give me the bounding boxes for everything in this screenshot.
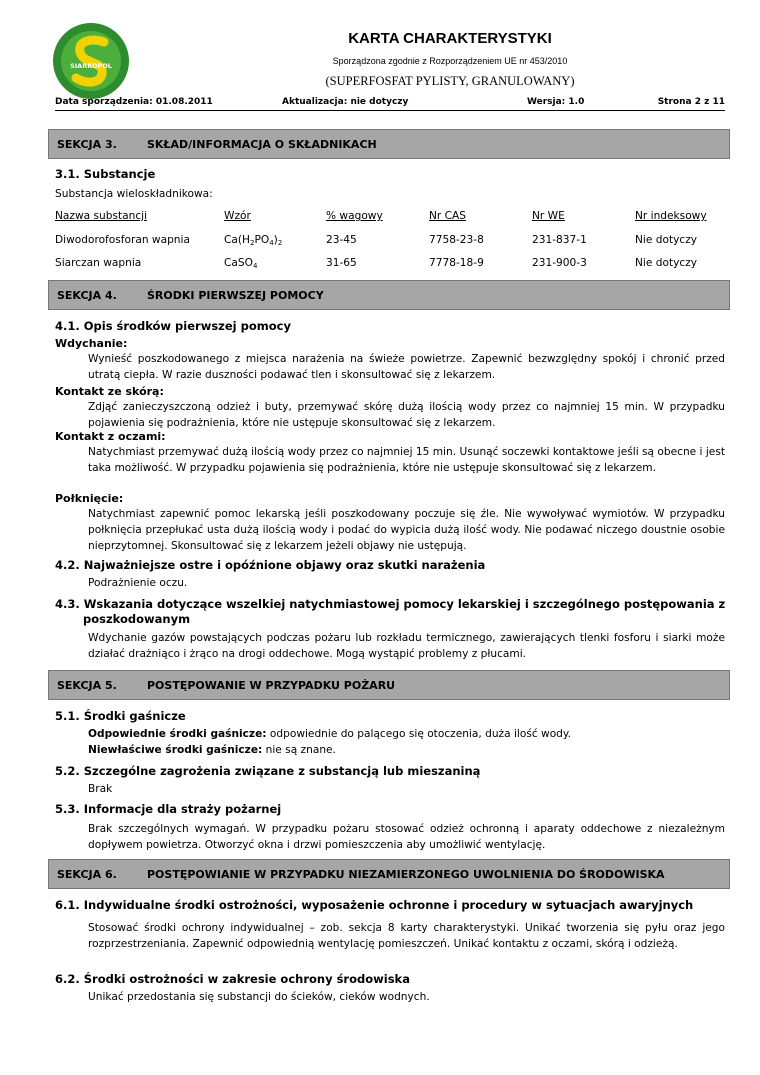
company-logo — [52, 22, 130, 100]
inhalation-label: Wdychanie: — [55, 337, 128, 350]
skin-contact-label: Kontakt ze skórą: — [55, 385, 164, 398]
substance-intro: Substancja wieloskładnikowa: — [55, 188, 213, 200]
heading-5-2: 5.2. Szczególne zagrożenia związane z substancją lub mieszaniną — [55, 764, 481, 778]
section-title: SKŁAD/INFORMACJA O SKŁADNIKACH — [147, 138, 377, 151]
logo-text: SIARKOPOL — [70, 62, 112, 70]
heading-5-3: 5.3. Informacje dla straży pożarnej — [55, 802, 282, 816]
update-info: Aktualizacja: nie dotyczy — [282, 97, 409, 107]
personal-precautions-text: Stosować środki ochrony indywidualnej – zob. sekcja 8 karty charakterystyki. Unikać tworzenia się pyłu oraz jego rozprzestrzeniania. Zapewnić odpowiednią wentylację pomieszczeń. Unikać kontaktu z oczami, skórą i odzieżą. — [88, 922, 725, 950]
table-cell: Diwodorofosforan wapnia — [55, 234, 190, 246]
suitable-media: Odpowiednie środki gaśnicze: odpowiednie do palącego się otoczenia, duża ilość wody. — [88, 728, 572, 740]
skin-contact-text: Zdjąć zanieczyszczoną odzież i buty, przemywać skórę dużą ilością wody przez co najmniej 15 min. W przypadku pojawienia się podrażnienia, które nie ustępuje skonsultować się z lekarzem. — [88, 401, 725, 429]
col-header: Nr WE — [532, 210, 565, 222]
col-header: Nr CAS — [429, 210, 467, 222]
issue-date: Data sporządzenia: 01.08.2011 — [55, 97, 213, 107]
section-title: POSTĘPOWIANIE W PRZYPADKU NIEZAMIERZONEGO UWOLNIENIA DO ŚRODOWISKA — [147, 868, 665, 881]
col-header: Wzór — [224, 210, 251, 222]
product-name: (SUPERFOSFAT PYLISTY, GRANULOWANY) — [325, 74, 575, 88]
symptoms-text: Podrażnienie oczu. — [88, 577, 188, 589]
firefighter-text: Brak szczególnych wymagań. W przypadku pożaru stosować odzież ochronną i aparaty oddechowe z niezależnym dopływem powietrza. Otworzyć okna i drzwi pomieszczenia aby umożliwić wentylację. — [88, 823, 725, 851]
meta-bar — [55, 96, 725, 111]
section-number: SEKCJA 3. — [57, 138, 117, 151]
col-header: % wagowy — [326, 210, 383, 222]
heading-6-2: 6.2. Środki ostrożności w zakresie ochrony środowiska — [55, 972, 410, 986]
inhalation-text: Wynieść poszkodowanego z miejsca narażenia na świeże powietrze. Zapewnić bezwzględny spokój i chronić przed utratą ciepła. W razie duszności podawać tlen i skonsultować się z lekarzem. — [88, 353, 725, 381]
section-6-header — [48, 859, 730, 889]
medical-advice-text: Wdychanie gazów powstających podczas pożaru lub rozkładu termicznego, zawierających tlenki fosforu i siarki może działać drażniąco i żrąco na drogi oddechowe. Mogą wystąpić problemy z płucami. — [88, 632, 725, 660]
table-cell: Siarczan wapnia — [55, 257, 142, 269]
table-cell: Nie dotyczy — [635, 234, 698, 246]
special-hazards-text: Brak — [88, 783, 113, 795]
section-number: SEKCJA 4. — [57, 289, 117, 302]
col-header: Nazwa substancji — [55, 210, 148, 222]
table-cell: 23-45 — [326, 234, 357, 246]
heading-4-2: 4.2. Najważniejsze ostre i opóźnione objawy oraz skutki narażenia — [55, 558, 486, 572]
eye-contact-text: Natychmiast przemywać dużą ilością wody przez co najmniej 15 min. Usunąć soczewki kontaktowe jeśli są obecne i jest taka możliwość. W przypadku pojawienia się podrażnienia, które nie ustępuje skonsultować się z lekarzem. — [88, 446, 725, 474]
table-cell: 31-65 — [326, 257, 357, 269]
table-cell-formula: CaSO$_4$ — [224, 257, 258, 270]
section-4-header — [48, 280, 730, 310]
regulation-note: Sporządzona zgodnie z Rozporządzeniem UE nr 453/2010 — [332, 56, 568, 66]
table-cell: 231-837-1 — [532, 234, 587, 246]
page-number: Strona 2 z 11 — [657, 97, 725, 107]
unsuitable-media: Niewłaściwe środki gaśnicze: nie są znane. — [88, 744, 336, 756]
heading-3-1: 3.1. Substancje — [55, 167, 156, 181]
heading-4-1: 4.1. Opis środków pierwszej pomocy — [55, 319, 291, 333]
version: Wersja: 1.0 — [527, 97, 585, 107]
document-title: KARTA CHARAKTERYSTYKI — [348, 30, 552, 47]
table-cell: 7758-23-8 — [429, 234, 484, 246]
swallowing-label: Połknięcie: — [55, 492, 124, 505]
table-cell: Nie dotyczy — [635, 257, 698, 269]
heading-4-3: 4.3. Wskazania dotyczące wszelkiej natychmiastowej pomocy lekarskiej i szczególnego postępowania z poszkodowanym — [55, 597, 726, 626]
section-title: POSTĘPOWANIE W PRZYPADKU POŻARU — [147, 679, 396, 692]
section-number: SEKCJA 5. — [57, 679, 117, 692]
table-cell: 231-900-3 — [532, 257, 587, 269]
section-3-header — [48, 129, 730, 159]
swallowing-text: Natychmiast zapewnić pomoc lekarską jeśli poszkodowany poczuje się źle. Nie wywoływać wymiotów. W przypadku połknięcia przepłukać usta dużą ilością wody i podać do wypicia dużą ilość wody. Nie podawać niczego doustnie osobie nieprzytomnej. Skonsultować się z lekarzem jeżeli objawy nie ustępują. — [88, 508, 725, 552]
table-cell-formula: $Ca(H_2PO_4)_2$ — [224, 234, 283, 247]
environmental-precautions-text: Unikać przedostania się substancji do ścieków, cieków wodnych. — [88, 991, 430, 1003]
heading-5-1: 5.1. Środki gaśnicze — [55, 709, 186, 723]
heading-6-1: 6.1. Indywidualne środki ostrożności, wyposażenie ochronne i procedury w sytuacjach awaryjnych — [55, 898, 694, 912]
col-header: Nr indeksowy — [635, 210, 707, 222]
section-5-header — [48, 670, 730, 700]
section-number: SEKCJA 6. — [57, 868, 117, 881]
section-title: ŚRODKI PIERWSZEJ POMOCY — [147, 289, 324, 302]
table-cell: 7778-18-9 — [429, 257, 484, 269]
eye-contact-label: Kontakt z oczami: — [55, 430, 166, 443]
